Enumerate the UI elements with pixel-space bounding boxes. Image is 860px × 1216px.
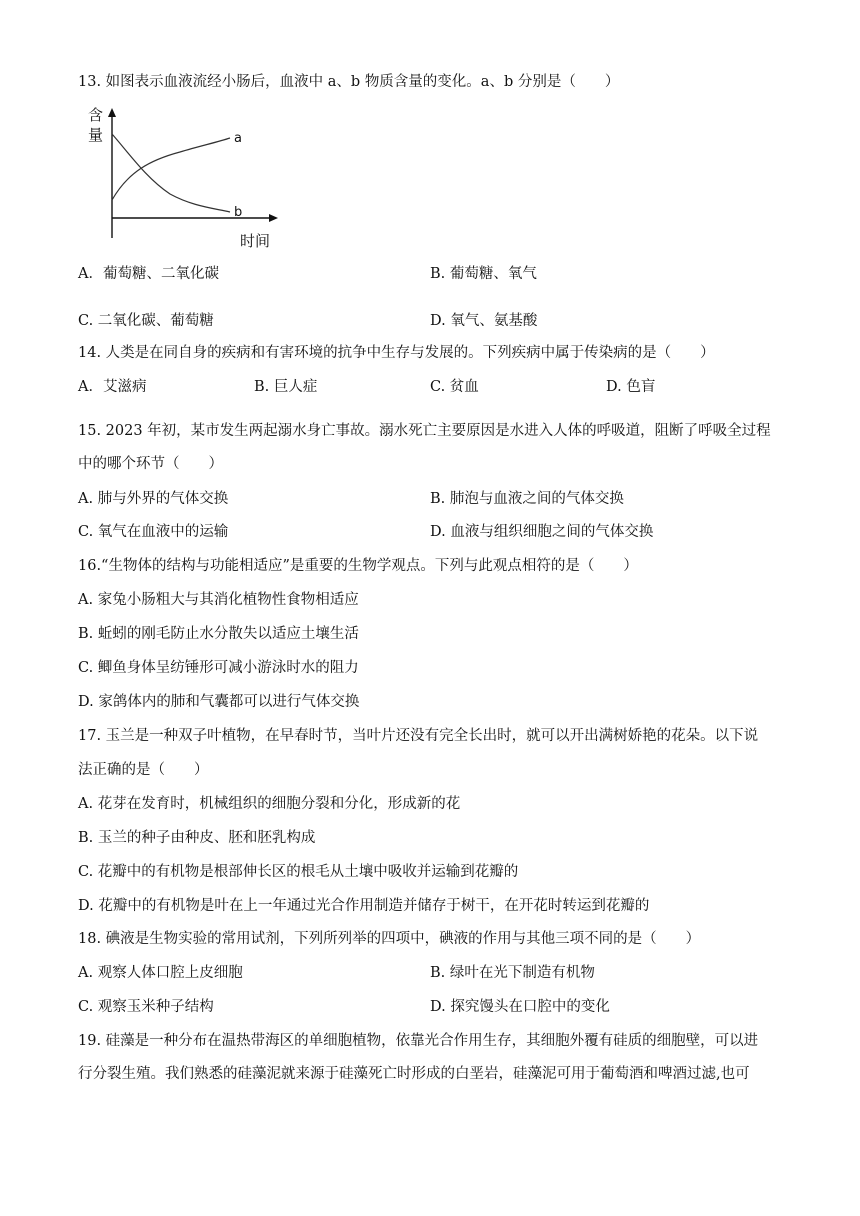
q16-option-d: D. 家鸽体内的肺和气囊都可以进行气体交换 (78, 694, 360, 710)
y-label-2: 量 (88, 126, 104, 144)
q18-stem: 18. 碘液是生物实验的常用试剂，下列所列举的四项中，碘液的作用与其他三项不同的是（ ） (78, 931, 701, 947)
q13-option-a: A．葡萄糖、二氧化碳 (78, 266, 219, 282)
curve-a (112, 138, 230, 200)
q14-stem: 14. 人类是在同自身的疾病和有害环境的抗争中生存与发展的。下列疾病中属于传染病的是（ ） (78, 345, 715, 361)
q13-option-c: C. 二氧化碳、葡萄糖 (78, 313, 214, 329)
content-curve-graph (88, 100, 288, 252)
q19-stem-line-2: 行分裂生殖。我们熟悉的硅藻泥就来源于硅藻死亡时形成的白垩岩，硅藻泥可用于葡萄酒和啤酒过滤,也可 (78, 1066, 750, 1082)
q16-option-a: A. 家兔小肠粗大与其消化植物性食物相适应 (78, 592, 359, 608)
q17-option-b: B. 玉兰的种子由种皮、胚和胚乳构成 (78, 830, 316, 846)
q13-stem: 13. 如图表示血液流经小肠后，血液中 a、b 物质含量的变化。a、b 分别是（ ） (78, 74, 620, 90)
q13-figure (88, 100, 288, 252)
q18-option-b: B. 绿叶在光下制造有机物 (430, 965, 595, 981)
x-axis-arrow (269, 214, 278, 222)
q15-stem-line-1: 15. 2023 年初，某市发生两起溺水身亡事故。溺水死亡主要原因是水进入人体的呼吸道，阻断了呼吸全过程 (78, 423, 771, 439)
q15-option-b: B. 肺泡与血液之间的气体交换 (430, 491, 624, 507)
q14-option-a: A．艾滋病 (78, 379, 147, 395)
q16-option-b: B. 蚯蚓的刚毛防止水分散失以适应土壤生活 (78, 626, 359, 642)
q18-option-c: C. 观察玉米种子结构 (78, 999, 214, 1015)
q14-option-d: D. 色盲 (606, 379, 656, 395)
q16-option-c: C. 鲫鱼身体呈纺锤形可减小游泳时水的阻力 (78, 660, 359, 676)
curve-b-label: b (234, 205, 243, 220)
q17-stem-line-2: 法正确的是（ ） (78, 762, 209, 778)
y-axis-arrow (108, 108, 116, 117)
q18-option-d: D. 探究馒头在口腔中的变化 (430, 999, 610, 1015)
q15-stem-line-2: 中的哪个环节（ ） (78, 456, 223, 472)
x-label: 时间 (240, 232, 271, 250)
q17-option-d: D. 花瓣中的有机物是叶在上一年通过光合作用制造并储存于树干，在开花时转运到花瓣的 (78, 898, 650, 914)
curve-b (112, 134, 230, 212)
q13-option-b: B. 葡萄糖、氧气 (430, 266, 537, 282)
y-label-1: 含 (88, 106, 104, 124)
q15-option-a: A. 肺与外界的气体交换 (78, 491, 229, 507)
q19-stem-line-1: 19. 硅藻是一种分布在温热带海区的单细胞植物，依靠光合作用生存，其细胞外覆有硅质的细胞壁，可以进 (78, 1033, 759, 1049)
curve-a-label: a (234, 131, 242, 146)
q13-option-d: D. 氧气、氨基酸 (430, 313, 538, 329)
q17-option-c: C. 花瓣中的有机物是根部伸长区的根毛从土壤中吸收并运输到花瓣的 (78, 864, 519, 880)
q15-option-d: D. 血液与组织细胞之间的气体交换 (430, 524, 654, 540)
q14-option-b: B. 巨人症 (254, 379, 318, 395)
q14-option-c: C. 贫血 (430, 379, 479, 395)
q17-stem-line-1: 17. 玉兰是一种双子叶植物，在早春时节，当叶片还没有完全长出时，就可以开出满树娇艳的花朵。以下说 (78, 728, 759, 744)
q17-option-a: A. 花芽在发育时，机械组织的细胞分裂和分化，形成新的花 (78, 796, 461, 812)
q15-option-c: C. 氧气在血液中的运输 (78, 524, 229, 540)
q16-stem: 16.“生物体的结构与功能相适应”是重要的生物学观点。下列与此观点相符的是（ ） (78, 558, 638, 574)
q18-option-a: A. 观察人体口腔上皮细胞 (78, 965, 243, 981)
